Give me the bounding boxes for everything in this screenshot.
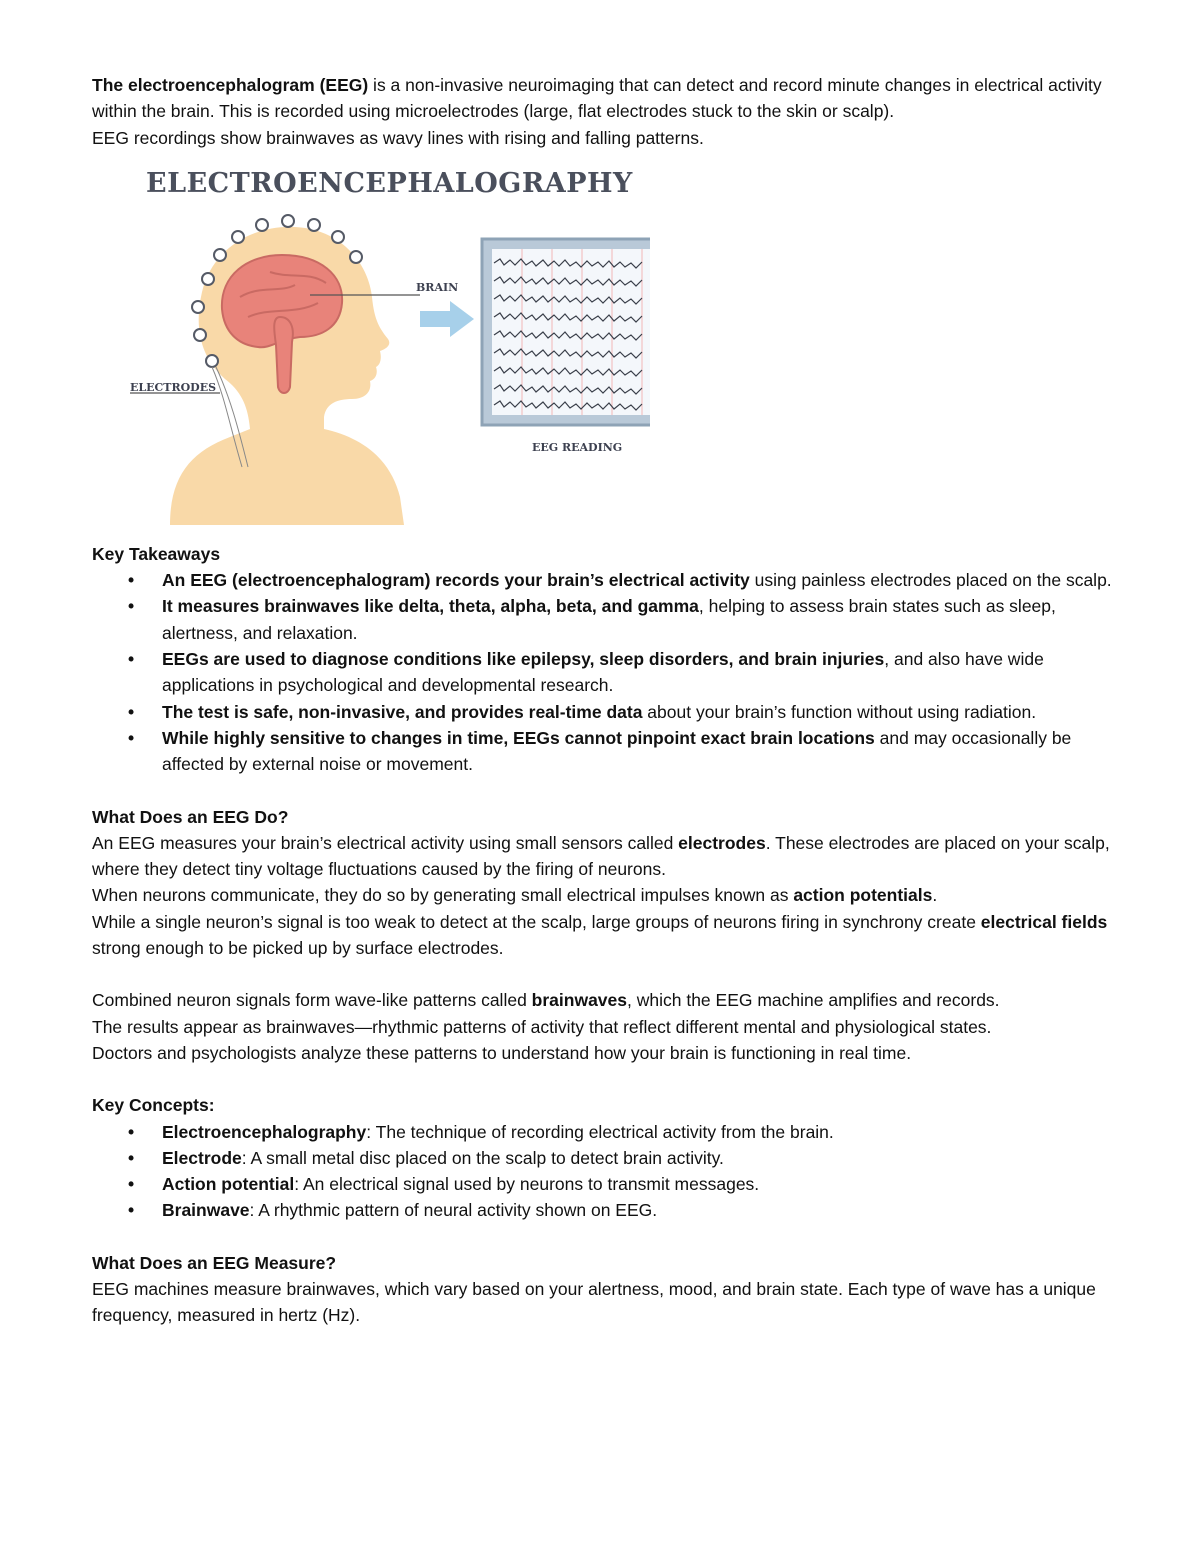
list-item: • The test is safe, non-invasive, and provides real-time data about your brain’s function without using radiation. <box>162 699 1122 725</box>
what-does-paragraph-1: An EEG measures your brain’s electrical activity using small sensors called electrodes. These electrodes are placed on your scalp, where they detect tiny voltage fluctuations caused by the firing of neurons. <box>92 832 1110 880</box>
figure-title: ELECTROENCEPHALOGRAPHY <box>146 167 633 199</box>
list-item: • Action potential: An electrical signal used by neurons to transmit messages. <box>162 1171 1122 1197</box>
key-concepts-list <box>92 1119 1122 1224</box>
intro-text: is a non-invasive neuroimaging that can detect and record minute changes in electrical activity within the brain. This is recorded using microelectrodes (large, flat electrodes stuck to the skin or scalp). <box>92 75 1102 122</box>
document-page <box>92 72 1122 1329</box>
list-item: • Brainwave: A rhythmic pattern of neural activity shown on EEG. <box>162 1197 1122 1223</box>
key-concepts-heading: Key Concepts: <box>92 1095 215 1116</box>
what-does-paragraph-2: When neurons communicate, they do so by generating small electrical impulses known as action potentials. <box>92 885 938 906</box>
eeg-illustration <box>130 167 650 527</box>
arrow-icon <box>420 301 474 337</box>
electrodes-label: ELECTRODES <box>130 380 217 394</box>
brain-label: BRAIN <box>416 280 459 294</box>
eeg-illustration-graphic <box>130 167 650 527</box>
key-takeaways-list <box>92 567 1122 777</box>
intro-term: The electroencephalogram (EEG) <box>92 75 369 95</box>
list-item: • An EEG (electroencephalogram) records your brain’s electrical activity using painless electrodes placed on the scalp. <box>162 567 1122 593</box>
what-does-heading: What Does an EEG Do? <box>92 806 289 827</box>
list-item: • It measures brainwaves like delta, theta, alpha, beta, and gamma, helping to assess brain states such as sleep, alertness, and relaxation. <box>162 593 1122 646</box>
what-does-paragraph-5: The results appear as brainwaves—rhythmic patterns of activity that reflect different mental and physiological states. <box>92 1016 992 1037</box>
list-item: • EEGs are used to diagnose conditions like epilepsy, sleep disorders, and brain injuries, and also have wide applications in psychological and developmental research. <box>162 646 1122 699</box>
what-does-paragraph-4: Combined neuron signals form wave-like patterns called brainwaves, which the EEG machine amplifies and records. <box>92 990 1000 1011</box>
eeg-reading-label: EEG READING <box>532 440 623 454</box>
list-item: • Electroencephalography: The technique of recording electrical activity from the brain. <box>162 1119 1122 1145</box>
list-item: • Electrode: A small metal disc placed on the scalp to detect brain activity. <box>162 1145 1122 1171</box>
intro-paragraph-2: EEG recordings show brainwaves as wavy lines with rising and falling patterns. <box>92 127 704 148</box>
list-item: • While highly sensitive to changes in time, EEGs cannot pinpoint exact brain locations and may occasionally be affected by external noise or movement. <box>162 725 1122 778</box>
key-takeaways-heading: Key Takeaways <box>92 543 221 564</box>
what-measure-heading: What Does an EEG Measure? <box>92 1252 337 1273</box>
what-measure-paragraph: EEG machines measure brainwaves, which vary based on your alertness, mood, and brain state. Each type of wave has a unique frequency, measured in hertz (Hz). <box>92 1279 1096 1326</box>
what-does-paragraph-6: Doctors and psychologists analyze these patterns to understand how your brain is functioning in real time. <box>92 1042 912 1063</box>
what-does-paragraph-3: While a single neuron’s signal is too weak to detect at the scalp, large groups of neurons firing in synchrony create electrical fields strong enough to be picked up by surface electrodes. <box>92 911 1108 959</box>
intro-paragraph <box>92 72 1122 125</box>
brainstem-shape <box>274 317 293 393</box>
